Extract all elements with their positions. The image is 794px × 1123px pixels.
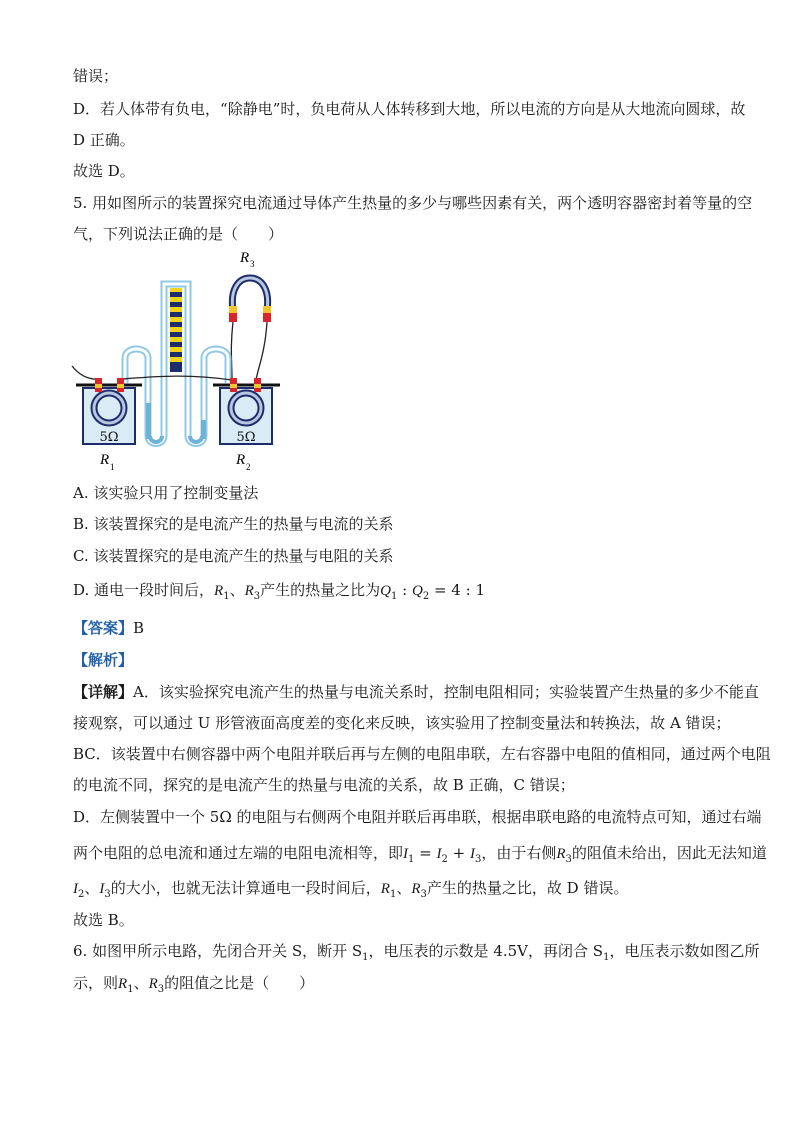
question-5-stem: 气，下列说法正确的是（ ） — [73, 225, 284, 243]
r1-subscript: 1 — [110, 462, 115, 472]
detail-tag: 【详解】 — [73, 683, 134, 701]
liquid-bend — [190, 436, 202, 442]
wire — [256, 322, 267, 380]
liquid-left — [146, 403, 151, 439]
r3-subscript: 3 — [250, 259, 255, 269]
option-d-text: D. 通电一段时间后， — [73, 581, 215, 599]
option-d-ratio: = 4 : 1 — [433, 581, 485, 599]
option-d: D. 通电一段时间后，$R_1$、$R_3$产生的热量之比为$Q_1$ : $Q_2 = 4$ : 1 — [73, 581, 485, 602]
r3-plug — [263, 313, 271, 322]
r3-plug — [263, 306, 271, 313]
option-d-text: 产生的热量之比为 — [260, 581, 381, 599]
text-line: D 正确。 — [73, 131, 135, 149]
detail-text: A．该实验探究电流产生的热量与电流关系时，控制电阻相同；实验装置产生热量的多少不能直 — [133, 683, 759, 701]
detail-text: 的阻值未给出，因此无法知道 — [571, 844, 767, 862]
r1-label: R — [100, 452, 110, 468]
option-c: C. 该装置探究的是电流产生的热量与电阻的关系 — [73, 547, 394, 565]
wire — [72, 366, 100, 379]
detail-text: 产生的热量之比，故 D 错误。 — [426, 879, 629, 897]
joule-heating-apparatus-figure — [70, 248, 310, 476]
choose-line: 故选 B。 — [73, 911, 134, 929]
detail-text: 的大小，也就无法计算通电一段时间后， — [110, 879, 381, 897]
option-a: A. 该实验只用了控制变量法 — [73, 484, 259, 502]
question-6-stem: 示，则$R_1$、$R_3$的阻值之比是（ ） — [73, 974, 315, 995]
answer-line — [73, 618, 144, 638]
text-line: 错误； — [73, 67, 119, 85]
q6-text: ，电压表的示数是 4.5V，再闭合 S — [368, 942, 604, 960]
r3-plug — [229, 313, 237, 322]
r3-plug — [229, 306, 237, 313]
detail-line — [73, 682, 759, 702]
detail-line: 两个电阻的总电流和通过左端的电阻电流相等，即$I_1 = I_2 + I_3$，由于右侧$R_3$的阻值未给出，因此无法知道 — [73, 844, 767, 865]
wire — [122, 376, 232, 380]
detail-line: 的电流不同，探究的是电流产生的热量与电流的关系，故 B 正确，C 错误； — [73, 776, 575, 794]
text-line: 故选 D。 — [73, 162, 135, 180]
liquid-bend — [150, 436, 162, 442]
left-resistance-value: 5Ω — [99, 430, 119, 445]
analysis-line — [73, 650, 133, 670]
detail-line: $I_2$、$I_3$的大小，也就无法计算通电一段时间后，$R_1$、$R_3$产生的热量之比，故 D 错误。 — [73, 879, 629, 900]
q6-text: ，电压表示数如图乙所 — [609, 942, 760, 960]
detail-line: D．左侧装置中一个 5Ω 的电阻与右侧两个电阻并联后再串联，根据串联电路的电流特点可知，通过右端 — [73, 808, 762, 826]
scale-ruler — [170, 288, 182, 372]
answer-tag: 【答案】 — [73, 619, 134, 637]
r2-label: R — [236, 452, 246, 468]
answer-value: B — [133, 619, 145, 637]
detail-text: 两个电阻的总电流和通过左端的电阻电流相等，即 — [73, 844, 404, 862]
r2-subscript: 2 — [246, 462, 251, 472]
detail-text: ，由于右侧 — [481, 844, 557, 862]
detail-line: 接观察，可以通过 U 形管液面高度差的变化来反映，该实验用了控制变量法和转换法，故 A 错误； — [73, 714, 731, 732]
q6-text: 的阻值之比是（ ） — [164, 974, 315, 992]
r3-coil-highlight — [232, 278, 267, 310]
option-b: B. 该装置探究的是电流产生的热量与电流的关系 — [73, 515, 394, 533]
text-line: D．若人体带有负电，“除静电”时，负电荷从人体转移到大地，所以电流的方向是从大地流向圆球，故 — [73, 100, 746, 118]
detail-line: BC．该装置中右侧容器中两个电阻并联后再与左侧的电阻串联，左右容器中电阻的值相同，通过两个电阻 — [73, 745, 771, 763]
question-5-stem: 5. 用如图所示的装置探究电流通过导体产生热量的多少与哪些因素有关，两个透明容器密封着等量的空 — [73, 194, 753, 212]
analysis-tag: 【解析】 — [73, 651, 134, 669]
wire — [231, 322, 233, 380]
r3-label: R — [240, 250, 250, 266]
question-6-stem: 6. 如图甲所示电路，先闭合开关 S，断开 $S_1$，电压表的示数是 4.5V，再闭合 $S_1$，电压表示数如图乙所 — [73, 942, 760, 963]
q6-text: 示，则 — [73, 974, 119, 992]
q6-text: 6. 如图甲所示电路，先闭合开关 S，断开 S — [73, 942, 363, 960]
right-resistance-value: 5Ω — [236, 430, 256, 445]
